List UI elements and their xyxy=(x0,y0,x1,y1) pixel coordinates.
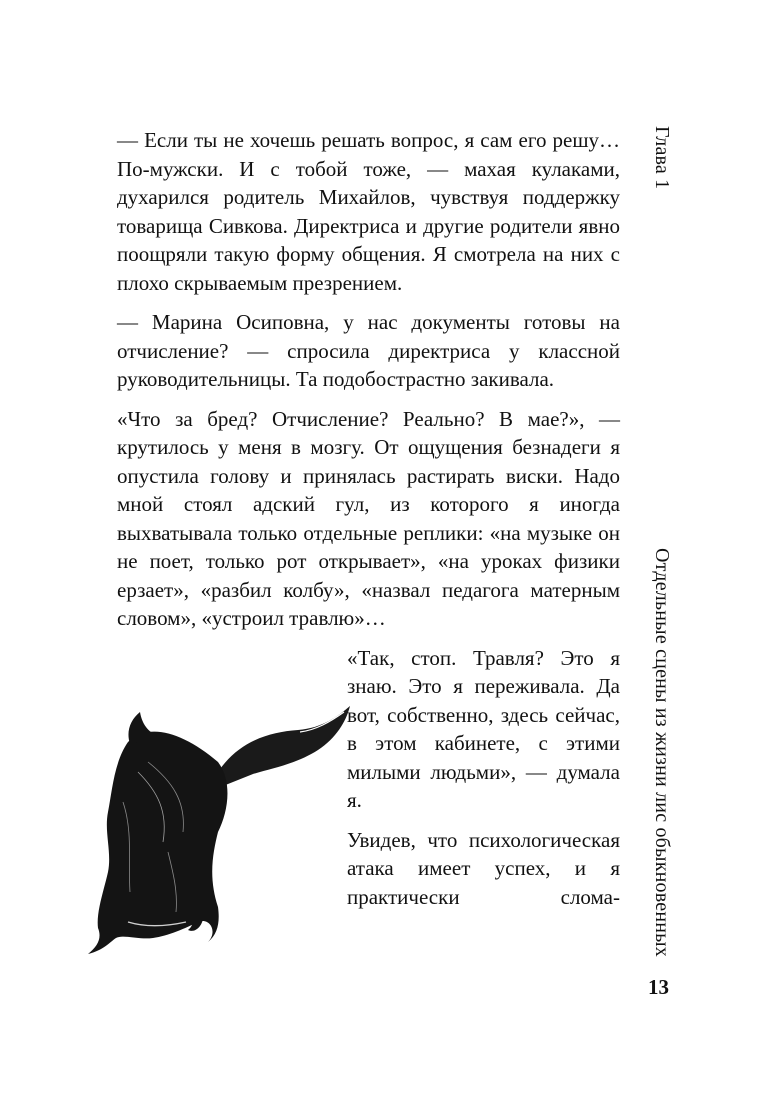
fox-body xyxy=(88,732,227,954)
paragraph-4: «Так, стоп. Травля? Это я знаю. Это я переживала. Да вот, собственно, здесь сейчас, в этом кабинете, с этими милыми людьми», — думала я. xyxy=(347,645,620,812)
running-head-title: Отдельные сцены из жизни лис обыкновенных xyxy=(651,548,673,957)
fox-illustration xyxy=(68,702,368,962)
paragraph-2: — Марина Осиповна, у нас документы готовы на отчисление? — спросила директриса у классной руководительницы. Та подобострастно закивала. xyxy=(117,310,620,391)
fox-tail xyxy=(218,706,350,786)
paragraph-3: «Что за бред? Отчисление? Реально? В мае?», — крутилось у меня в мозгу. От ощущения безнадеги я опустила голову и принялась растирать виски. Надо мной стоял адский гул, из которого я иногда выхватывала только отдельные реплики: «на музыке он не поет, только рот открывает», «на уроках физики ерзает», «разбил колбу», «назвал педагога матерным словом», «устроил травлю»… xyxy=(117,406,620,630)
page-number: 13 xyxy=(648,975,669,999)
paragraph-5: Увидев, что психологическая атака имеет успех, и я практически слома- xyxy=(347,827,620,909)
paragraph-1: — Если ты не хочешь решать вопрос, я сам его решу… По-мужски. И с тобой тоже, — махая кулаками, духарился родитель Михайлов, чувствуя поддержку товарища Сивкова. Директриса и другие родители явно поощряли такую форму общения. Я смотрела на них с плохо скрываемым презрением. xyxy=(117,128,620,295)
running-head-chapter: Глава 1 xyxy=(651,126,673,190)
